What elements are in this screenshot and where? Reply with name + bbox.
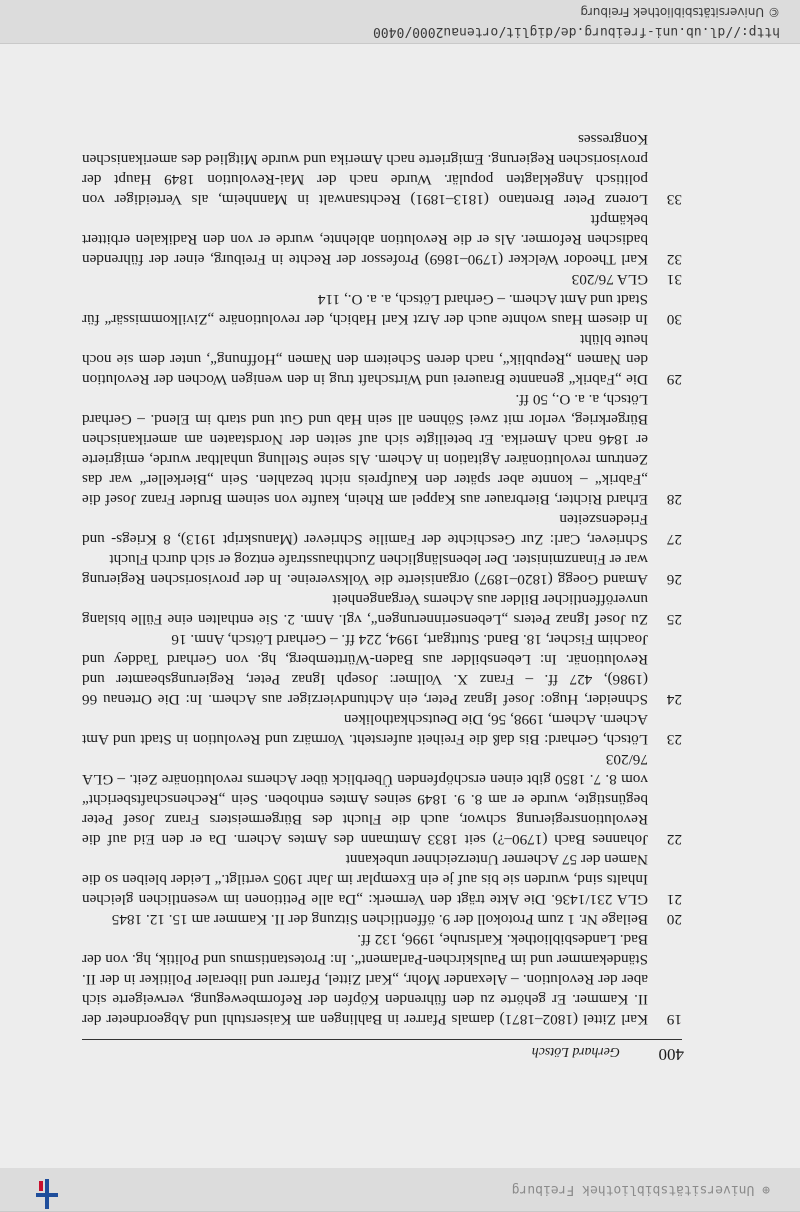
footnote-28 [82, 389, 682, 509]
footnote-text: Schneider, Hugo: Josef Ignaz Peter, ein Achtundvierziger aus Achern. In: Die Ortenau 66 (1986), 427 ff. – Franz X. Vollmer: Joseph Ignaz Peter, Regierungsbeamter und Revolutionär. In: Lebensbilder aus Baden-Württemberg, hg. von Gerhard Taddey und Joachim Fischer, 18. Band. Stuttgart, 1994, 224 ff. – Gerhard Lötsch, Anm. 16 [82, 631, 648, 708]
footnote-30 [82, 289, 682, 329]
footnote-number: 31 [666, 271, 682, 288]
footnote-number: 33 [666, 191, 682, 208]
footnote-24 [82, 629, 682, 709]
footnote-number: 22 [666, 831, 682, 848]
footnote-list [82, 129, 682, 1029]
scanned-page [0, 44, 800, 1168]
footnote-27 [82, 509, 682, 549]
footnote-number: 20 [666, 911, 682, 928]
footnote-number: 29 [666, 371, 682, 388]
running-head: Gerhard Lötsch [531, 1044, 620, 1059]
footnote-number: 25 [666, 611, 682, 628]
footnote-number: 27 [666, 531, 682, 548]
viewer-top-text: ⊕ Universitätsbibliothek Freiburg [511, 1182, 770, 1197]
footnote-text: In diesem Haus wohnte auch der Arzt Karl Habich, der revolutionäre „Zivilkommissär“ für Stadt und Amt Achern. – Gerhard Lötsch, a. a. O., 114 [82, 291, 648, 328]
footnote-text: GLA 76/203 [571, 271, 648, 288]
copyright-notice: © Universitätsbibliothek Freiburg [580, 5, 780, 19]
footnote-23 [82, 709, 682, 749]
footnote-text: Die „Fabrik“ genannte Brauerei und Wirtschaft trug in den wenigen Wochen der Revolution den Namen „Republik“, nach deren Scheitern den Namen „Hoffnung“, unter dem sie noch heute blüht [82, 331, 648, 388]
footnote-text: Zu Josef Ignaz Peters „Lebenserinnerungen“, vgl. Anm. 2. Sie enthalten eine Fülle bislang unveröffentlicher Bilder aus Acherns Vergangenheit [82, 591, 648, 628]
footnote-33 [82, 129, 682, 209]
footnote-number: 30 [666, 311, 682, 328]
viewer-bottom-bar [0, 0, 800, 44]
footnote-text: Amand Goegg (1820–1897) organisierte die Volksvereine. In der provisorischen Regierung war er Finanzminister. Der lebenslänglichen Zuchthausstrafe entzog er sich durch Flucht [82, 551, 648, 588]
footnote-19 [82, 929, 682, 1029]
footnote-number: 28 [666, 491, 682, 508]
footnote-text: Lötsch, Gerhard: Bis daß die Freiheit aufersteht. Vormärz und Revolution in Stadt und Amt Achern. Achern, 1998, 56, Die Deutschkatholiken [82, 711, 648, 748]
footnote-text: Karl Theodor Welcker (1790–1869) Professor der Rechte in Freiburg, einer der führenden badischen Reformer. Als er die Revolution ablehnte, wurde er von den Radikalen erbittert bekämpft [82, 211, 648, 268]
source-url-link[interactable]: http://dl.ub.uni-freiburg.de/diglit/ortenau2000/0400 [373, 24, 780, 39]
footnote-31 [82, 269, 682, 289]
footnote-text: GLA 231/1436. Die Akte trägt den Vermerk: „Da alle Petitionen im wesentlichen gleichen Inhalts sind, wurden sie bis auf je ein Exemplar im Jahr 1905 vertilgt.“ Leider bleiben so die Namen der 57 Acherner Unterzeichner unbekannt [82, 851, 648, 908]
footnote-text: Schriever, Carl: Zur Geschichte der Familie Schriever (Manuskript 1913), 8 Kriegs- und Friedenszeiten [82, 511, 648, 548]
page-header [82, 1039, 682, 1068]
footnote-text: Beilage Nr. 1 zum Protokoll der 9. öffentlichen Sitzung der II. Kammer am 15. 12. 1845 [111, 911, 648, 928]
footnote-text: Lorenz Peter Brentano (1813–1891) Rechtsanwalt in Mannheim, als Verteidiger von politisch Angeklagten populär. Wurde nach der Mai-Revolution 1849 Haupt der provisorischen Regierung. Emigrierte nach Amerika und wurde Mitglied des amerikanischen Kongresses [82, 131, 648, 208]
footnote-number: 21 [666, 891, 682, 908]
footnote-number: 24 [666, 691, 682, 708]
footnote-number: 19 [666, 1011, 682, 1028]
footnote-22 [82, 749, 682, 849]
footnote-20 [82, 909, 682, 929]
footnote-text: Karl Zittel (1802–1871) damals Pfarrer in Bahlingen am Kaiserstuhl und Abgeordneter der II. Kammer. Er gehörte zu den führenden Köpfen der Reformbewegung, verweigerte sich aber der Revolution. – Alexander Mohr, „Karl Zittel, Pfarrer und liberaler Politiker in der II. Ständekammer und im Paulskirchen-Parlament“. In: Protestantismus und Politik, hg. von der Bad. Landesbibliothek. Karlsruhe, 1996, 132 ff. [82, 931, 648, 1028]
footnote-number: 26 [666, 571, 682, 588]
viewer-top-bar [0, 1166, 800, 1212]
footnote-text: Erhard Richter, Bierbrauer aus Kappel am Rhein, kaufte von seinem Bruder Franz Josef die „Fabrik“ – konnte aber später den Kaufpreis nicht bezahlen. Sein „Bierkeller“ war das Zentrum revolutionärer Agitation in Achern. Als seine Stellung unhaltbar wurde, emigrierte er 1846 nach Amerika. Er beteiligte sich auf seiten der Nordstaaten am amerikanischen Bürgerkrieg, verlor mit zwei Söhnen all sein Hab und Gut und starb im Elend. – Gerhard Lötsch, a. a. O., 50 ff. [82, 391, 648, 508]
footnote-29 [82, 329, 682, 389]
page-number: 400 [658, 1045, 684, 1064]
footnote-number: 32 [666, 251, 682, 268]
footnote-number: 23 [666, 731, 682, 748]
footnote-25 [82, 589, 682, 629]
footnote-32 [82, 209, 682, 269]
footnote-21 [82, 849, 682, 909]
library-logo-icon [36, 1179, 58, 1209]
footnote-text: Johannes Bach (1790–?) seit 1833 Amtmann des Amtes Achern. Da er den Eid auf die Revolutionsregierung schwor, auch die Flucht des Bürgermeisters Franz Josef Peter begünstigte, wurde er am 8. 9. 1849 seines Amtes enthoben. Sein „Rechenschaftsbericht“ vom 8. 7. 1850 gibt einen erschöpfenden Überblick über Acherns revolutionäre Zeit. – GLA 76/203 [82, 751, 648, 848]
footnote-26 [82, 549, 682, 589]
page-content [82, 129, 682, 1068]
